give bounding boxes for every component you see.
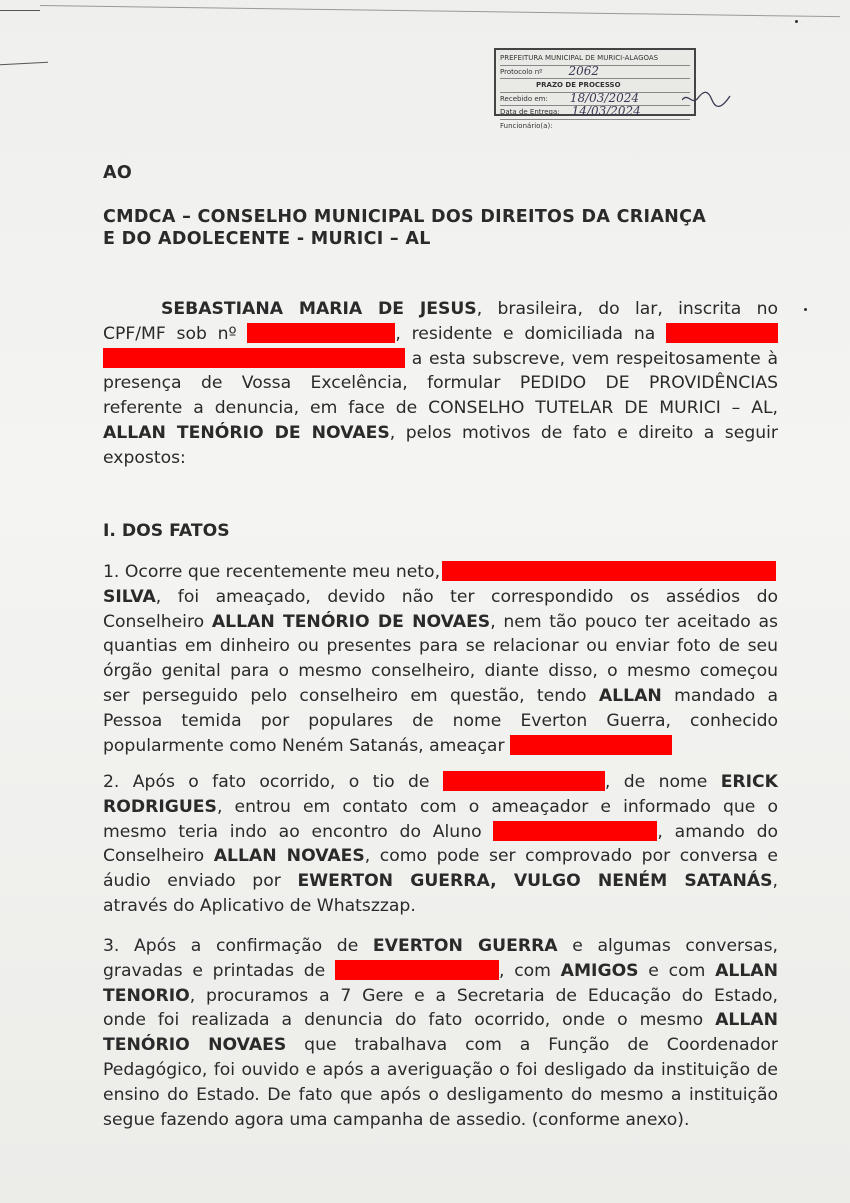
addressee-org-line2: E DO ADOLECENTE - MURICI – AL bbox=[103, 229, 431, 249]
addressee-to: AO bbox=[103, 163, 133, 183]
signature-scribble bbox=[682, 88, 732, 112]
stamp-entrega-value: 14/03/2024 bbox=[571, 104, 641, 118]
redaction-cpf bbox=[247, 323, 395, 343]
redaction-grandson-name bbox=[442, 561, 776, 581]
left-fold-line bbox=[0, 62, 48, 66]
paragraph-1: 1. Ocorre que recentemente meu neto, SILVA, foi ameaçado, devido não ter correspondido os assédios do Conselheiro ALLAN TENÓRIO DE NOVAES, nem tão pouco ter aceitado as quantias em dinheiro ou presentes para se relacionar ou enviar foto de seu órgão genital para o mesmo conselheiro, diante disso, o mesmo começou ser perseguido pelo conselheiro em questão, tendo ALLAN mandado a Pessoa temida por populares de nome Everton Guerra, conhecido popularmente como Neném Satanás, ameaçar bbox=[103, 562, 779, 756]
redaction-target-name bbox=[510, 735, 672, 755]
stamp-protocol-value: 2062 bbox=[568, 63, 599, 78]
stamp-protocol-row: Protocolo nº 2062 bbox=[500, 66, 690, 80]
top-fold-line bbox=[0, 10, 40, 11]
redaction-grandson-name-2 bbox=[443, 771, 605, 791]
speck bbox=[804, 308, 807, 311]
addressee-org-line1: CMDCA – CONSELHO MUNICIPAL DOS DIREITOS DA CRIANÇA bbox=[103, 207, 707, 227]
paragraph-3: 3. Após a confirmação de EVERTON GUERRA e algumas conversas, gravadas e printadas de , com AMIGOS e com ALLAN TENORIO, procuramos a 7 Gere e a Secretaria de Educação do Estado, onde foi realizada a denuncia do fato ocorrido, onde o mesmo ALLAN TENÓRIO NOVAES que trabalhava com a Função de Coordenador Pedagógico, foi ouvido e após a averiguação o foi desligado da instituição de ensino do Estado. De fato que após o desligamento do mesmo a instituição segue fazendo agora uma campanha de assedio. (conforme anexo). bbox=[103, 936, 779, 1130]
stamp-header: PREFEITURA MUNICIPAL DE MURICI-ALAGOAS bbox=[500, 52, 690, 66]
redaction-address-cont bbox=[103, 348, 405, 368]
stamp-funcionario-row: Funcionário(a): bbox=[500, 121, 553, 130]
section-heading: I. DOS FATOS bbox=[103, 521, 230, 541]
stamp-entrega-row: Data de Entrega: 14/03/2024 bbox=[500, 106, 690, 120]
stamp-recebido-value: 18/03/2024 bbox=[569, 90, 640, 105]
stamp-prazo-row: PRAZO DE PROCESSO bbox=[500, 79, 690, 93]
stamp-recebido-row: Recebido em: 18/03/2024 bbox=[500, 93, 690, 107]
accused-name: ALLAN TENÓRIO DE NOVAES bbox=[103, 422, 390, 443]
speck bbox=[795, 20, 798, 23]
intro-paragraph: SEBASTIANA MARIA DE JESUS, brasileira, do lar, inscrita no CPF/MF sob nº , residente e domiciliada na a esta subscreve, vem respeitosamente à presença de Vossa Excelência, formular PEDIDO DE PROVIDÊNCIAS referente a denuncia, em face de CONSELHO TUTELAR DE MURICI – AL, ALLAN TENÓRIO DE NOVAES, pelos motivos de fato e direito a seguir expostos: bbox=[103, 299, 778, 468]
redaction-name-3 bbox=[335, 960, 499, 980]
redaction-address bbox=[666, 323, 778, 343]
protocol-stamp bbox=[494, 48, 696, 130]
top-edge-line bbox=[40, 5, 840, 17]
redaction-student-name bbox=[493, 821, 657, 841]
paragraph-2: 2. Após o fato ocorrido, o tio de , de nome ERICK RODRIGUES, entrou em contato com o ameaçador e informado que o mesmo teria indo ao encontro do Aluno , amando do Conselheiro ALLAN NOVAES, como pode ser comprovado por conversa e áudio enviado por EWERTON GUERRA, VULGO NENÉM SATANÁS, através do Aplicativo de Whatszzap. bbox=[103, 772, 779, 916]
petitioner-name: SEBASTIANA MARIA DE JESUS bbox=[161, 299, 477, 319]
